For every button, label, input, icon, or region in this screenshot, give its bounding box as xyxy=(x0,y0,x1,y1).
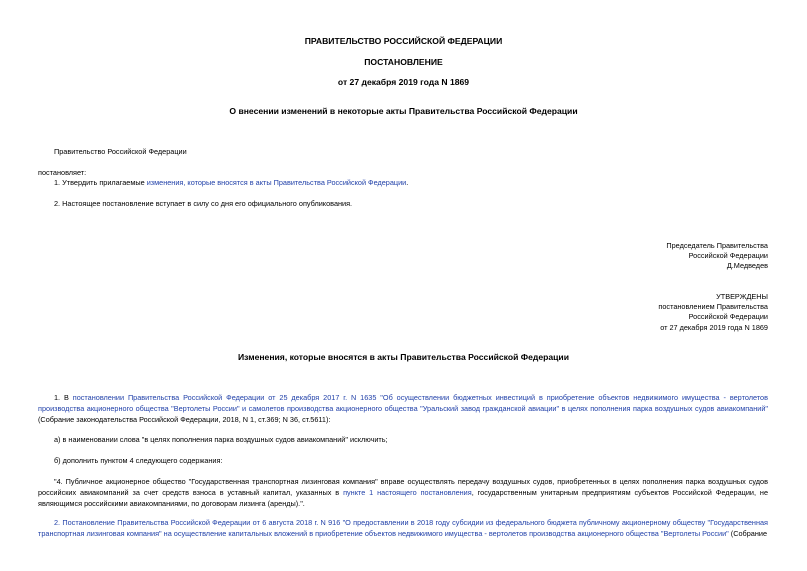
document-date-number: от 27 декабря 2019 года N 1869 xyxy=(337,77,470,87)
change-2-paragraph xyxy=(38,517,768,539)
item-1-prefix: 1. Утвердить прилагаемые xyxy=(54,178,147,187)
change-1-paragraph xyxy=(38,392,768,425)
approval-date: от 27 декабря 2019 года N 1869 xyxy=(660,323,768,332)
item-2: 2. Настоящее постановление вступает в силу со дня его официального опубликования. xyxy=(54,199,353,208)
resolution-916-link[interactable]: 2. Постановление Правительства Российской Федерации от 6 августа 2018 г. N 916 "О предоставлении в 2018 году субсидии из федерального бюджета публичному акционерному обществу "Государственная транспортная лизинговая компания" на осуществление капитальных вложений в приобретение объектов недвижимого имущества - вертолетов производства акционерного общества "Вертолеты России" xyxy=(38,518,768,538)
approval-by-resolution: постановлением Правительства xyxy=(658,302,768,311)
clause-1-link[interactable]: пункте 1 настоящего постановления xyxy=(343,488,472,497)
quote-text-1: "4. Публичное акционерное общество "Государственная транспортная лизинговая компания" вправе осуществлять передачу воздушных судов, приобретенных в целях пополнения парка воздушных судов российских авиакомпаний за счет средств взноса в уставный капитал, указанных в xyxy=(38,477,768,497)
document-type: ПОСТАНОВЛЕНИЕ xyxy=(364,57,443,67)
quote-text-2: , государственным унитарным предприятиям субъектов Российской Федерации, не являющимся российскими авиакомпаниями, по договорам лизинга (аренды).". xyxy=(38,488,768,508)
resolution-1635-link[interactable]: постановлении Правительства Российской Федерации от 25 декабря 2017 г. N 1635 "Об осуществлении бюджетных инвестиций в приобретение объектов недвижимого имущества - вертолетов производства акционерного общества "Вертолеты России" и самолетов производства акционерного общества "Уральский завод гражданской авиации" в целях пополнения парка воздушных судов авиакомпаний" xyxy=(38,393,768,413)
changes-link[interactable]: изменения, которые вносятся в акты Правительства Российской Федерации xyxy=(146,178,407,187)
document-title: О внесении изменений в некоторые акты Правительства Российской Федерации xyxy=(229,106,578,116)
signature-name: Д.Медведев xyxy=(726,261,768,270)
change-2-suffix: (Собрание xyxy=(728,529,768,538)
change-1-prefix: 1. В xyxy=(54,393,73,402)
issuing-authority: ПРАВИТЕЛЬСТВО РОССИЙСКОЙ ФЕДЕРАЦИИ xyxy=(304,36,503,46)
change-1-quote xyxy=(38,476,768,509)
change-1-suffix: (Собрание законодательства Российской Федерации, 2018, N 1, ст.369; N 36, ст.5611): xyxy=(38,415,331,424)
change-1-subitem-a: а) в наименовании слова "в целях пополнения парка воздушных судов авиакомпаний" исключить; xyxy=(54,435,388,444)
signature-country: Российской Федерации xyxy=(688,251,768,260)
change-1-subitem-b: б) дополнить пунктом 4 следующего содержания: xyxy=(54,456,223,465)
preamble-government: Правительство Российской Федерации xyxy=(54,147,187,156)
preamble-resolves: постановляет: xyxy=(38,168,87,177)
item-1 xyxy=(54,177,408,188)
item-1-suffix: . xyxy=(406,178,409,187)
approval-country: Российской Федерации xyxy=(688,312,768,321)
changes-title: Изменения, которые вносятся в акты Правительства Российской Федерации xyxy=(237,352,569,362)
signature-title: Председатель Правительства xyxy=(666,241,768,250)
approval-approved: УТВЕРЖДЕНЫ xyxy=(716,292,768,301)
